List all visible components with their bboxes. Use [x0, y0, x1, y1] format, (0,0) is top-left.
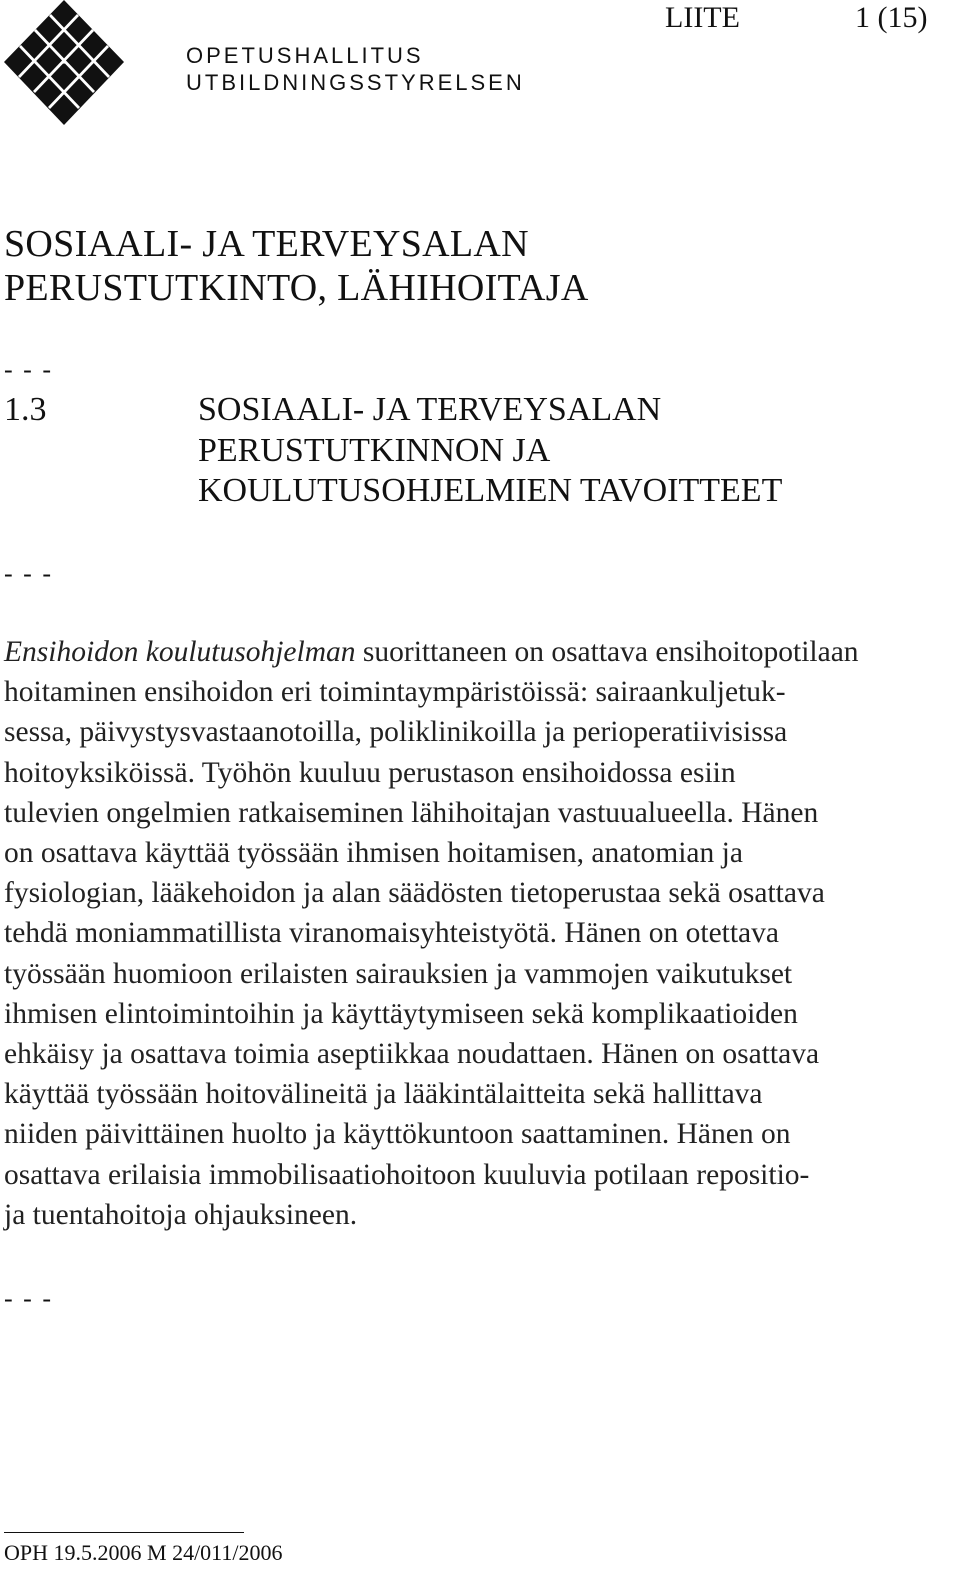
body-line: tulevien ongelmien ratkaiseminen lähihoitajan vastuualueella. Hänen: [4, 796, 819, 829]
omission-marker: - - -: [4, 559, 53, 588]
body-line: käyttää työssään hoitovälineitä ja lääkintälaitteita sekä hallittava: [4, 1078, 763, 1111]
body-line: tehdä moniammatillista viranomaisyhteistyötä. Hänen on otettava: [4, 917, 779, 950]
footer-divider: [4, 1532, 244, 1533]
omission-marker: - - -: [4, 355, 53, 384]
body-line: niiden päivittäinen huolto ja käyttökuntoon saattaminen. Hänen on: [4, 1118, 791, 1151]
diamond-lattice-logo-icon: [4, 0, 124, 125]
body-line: ehkäisy ja osattava toimia aseptiikkaa noudattaen. Hänen on osattava: [4, 1038, 820, 1071]
programme-name: Ensihoidon koulutusohjelman: [4, 636, 356, 668]
body-paragraph: [4, 632, 960, 1235]
body-line: hoitaminen ensihoidon eri toimintaympäristöissä: sairaankuljetuk-: [4, 676, 786, 709]
page-number: 1 (15): [855, 1, 928, 34]
body-line: on osattava käyttää työssään ihmisen hoitamisen, anatomian ja: [4, 837, 743, 870]
section-title-line-1: SOSIAALI- JA TERVEYSALAN: [198, 391, 662, 428]
body-line: osattava erilaisia immobilisaatiohoitoon kuuluvia potilaan repositio-: [4, 1158, 810, 1191]
section-title-line-2: PERUSTUTKINNON JA: [198, 431, 551, 469]
footer-reference: OPH 19.5.2006 M 24/011/2006: [4, 1540, 283, 1565]
organization-name: [186, 42, 525, 96]
body-line: hoitoyksiköissä. Työhön kuuluu perustason ensihoidossa esiin: [4, 756, 736, 789]
body-line: fysiologian, lääkehoidon ja alan säädösten tietoperustaa sekä osattava: [4, 877, 825, 910]
section-title: [198, 390, 782, 512]
section-title-line-3: KOULUTUSOHJELMIEN TAVOITTEET: [198, 472, 783, 509]
appendix-label: LIITE: [665, 1, 740, 34]
document-title-line-2: PERUSTUTKINTO, LÄHIHOITAJA: [4, 267, 589, 309]
body-line: ihmisen elintoimintoihin ja käyttäytymiseen sekä komplikaatioiden: [4, 997, 798, 1030]
organization-name-swedish: UTBILDNINGSSTYRELSEN: [186, 70, 525, 95]
omission-marker: - - -: [4, 1284, 53, 1313]
body-line: [4, 632, 960, 672]
body-line: työssään huomioon erilaisten sairauksien ja vammojen vaikutukset: [4, 957, 793, 990]
section-number: 1.3: [4, 391, 47, 428]
body-line: sessa, päivystysvastaanotoilla, poliklinikoilla ja perioperatiivisissa: [4, 716, 788, 749]
organization-name-finnish: OPETUSHALLITUS: [186, 43, 424, 68]
document-title-line-1: SOSIAALI- JA TERVEYSALAN: [4, 223, 529, 265]
body-line-text: suorittaneen on osattava ensihoitopotilaan: [355, 636, 859, 668]
body-line: ja tuentahoitoja ohjauksineen.: [4, 1198, 358, 1231]
document-title: [4, 222, 589, 310]
